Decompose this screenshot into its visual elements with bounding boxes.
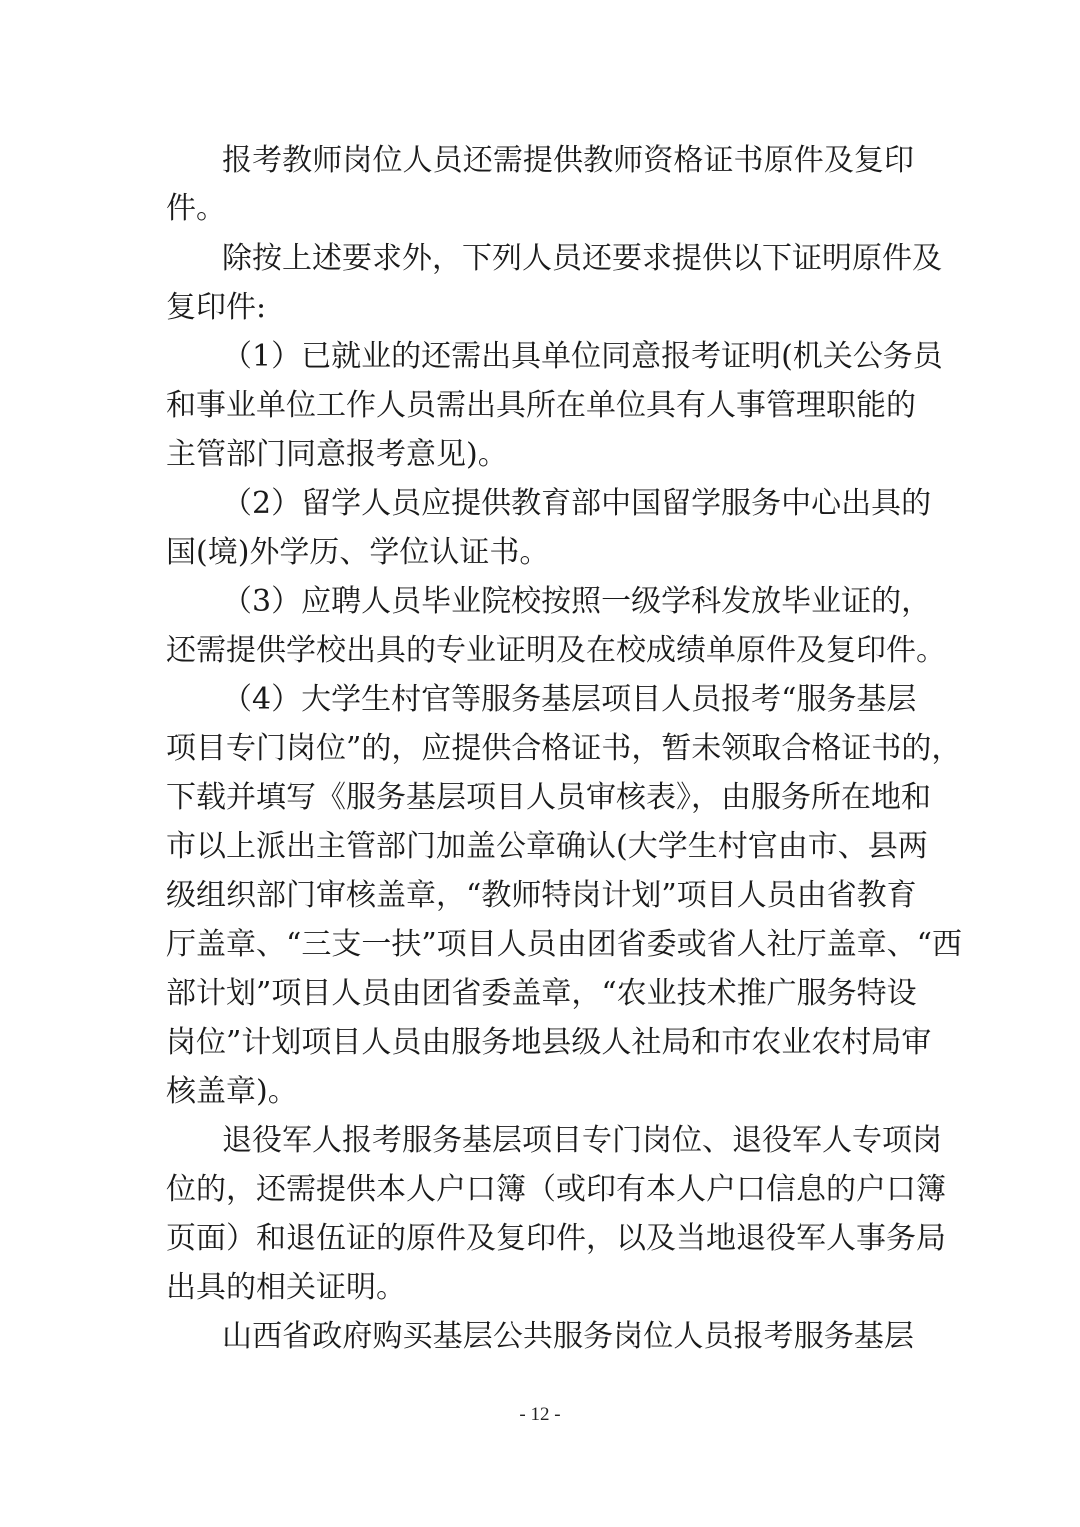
paragraph-line: 位的，还需提供本人户口簿（或印有本人户口信息的户口簿: [166, 1172, 946, 1207]
paragraph-line: 下载并填写《服务基层项目人员审核表》，由服务所在地和: [166, 780, 931, 815]
paragraph-line: （2）留学人员应提供教育部中国留学服务中心出具的: [222, 486, 932, 521]
paragraph-line: （1）已就业的还需出具单位同意报考证明(机关公务员: [222, 339, 943, 374]
paragraph-line: 报考教师岗位人员还需提供教师资格证书原件及复印: [222, 143, 914, 178]
paragraph-line: 级组织部门审核盖章，“教师特岗计划”项目人员由省教育: [166, 878, 917, 913]
paragraph-line: 复印件:: [166, 290, 267, 325]
paragraph-line: 件。: [166, 191, 226, 226]
paragraph-line: 还需提供学校出具的专业证明及在校成绩单原件及复印件。: [166, 633, 946, 668]
page-number: - 12 -: [519, 1404, 561, 1425]
paragraph-line: 厅盖章、“三支一扶”项目人员由团省委或省人社厅盖章、“西: [166, 927, 963, 962]
paragraph-line: 部计划”项目人员由团省委盖章，“农业技术推广服务特设: [166, 976, 917, 1011]
paragraph-line: 核盖章)。: [166, 1074, 298, 1109]
paragraph-line: 除按上述要求外，下列人员还要求提供以下证明原件及: [222, 241, 942, 276]
paragraph-line: 市以上派出主管部门加盖公章确认(大学生村官由市、县两: [166, 829, 928, 864]
paragraph-line: 国(境)外学历、学位认证书。: [166, 535, 550, 570]
paragraph-line: （3）应聘人员毕业院校按照一级学科发放毕业证的，: [222, 584, 932, 619]
paragraph-line: （4）大学生村官等服务基层项目人员报考“服务基层: [222, 682, 917, 717]
paragraph-line: 和事业单位工作人员需出具所在单位具有人事管理职能的: [166, 388, 916, 423]
paragraph-line: 岗位”计划项目人员由服务地县级人社局和市农业农村局审: [166, 1025, 932, 1060]
paragraph-line: 山西省政府购买基层公共服务岗位人员报考服务基层: [222, 1319, 914, 1354]
paragraph-line: 退役军人报考服务基层项目专门岗位、退役军人专项岗: [222, 1123, 942, 1158]
paragraph-line: 页面）和退伍证的原件及复印件，以及当地退役军人事务局: [166, 1221, 946, 1256]
paragraph-line: 主管部门同意报考意见)。: [166, 437, 508, 472]
paragraph-line: 出具的相关证明。: [166, 1270, 406, 1305]
paragraph-line: 项目专门岗位”的，应提供合格证书，暂未领取合格证书的，: [166, 731, 962, 766]
